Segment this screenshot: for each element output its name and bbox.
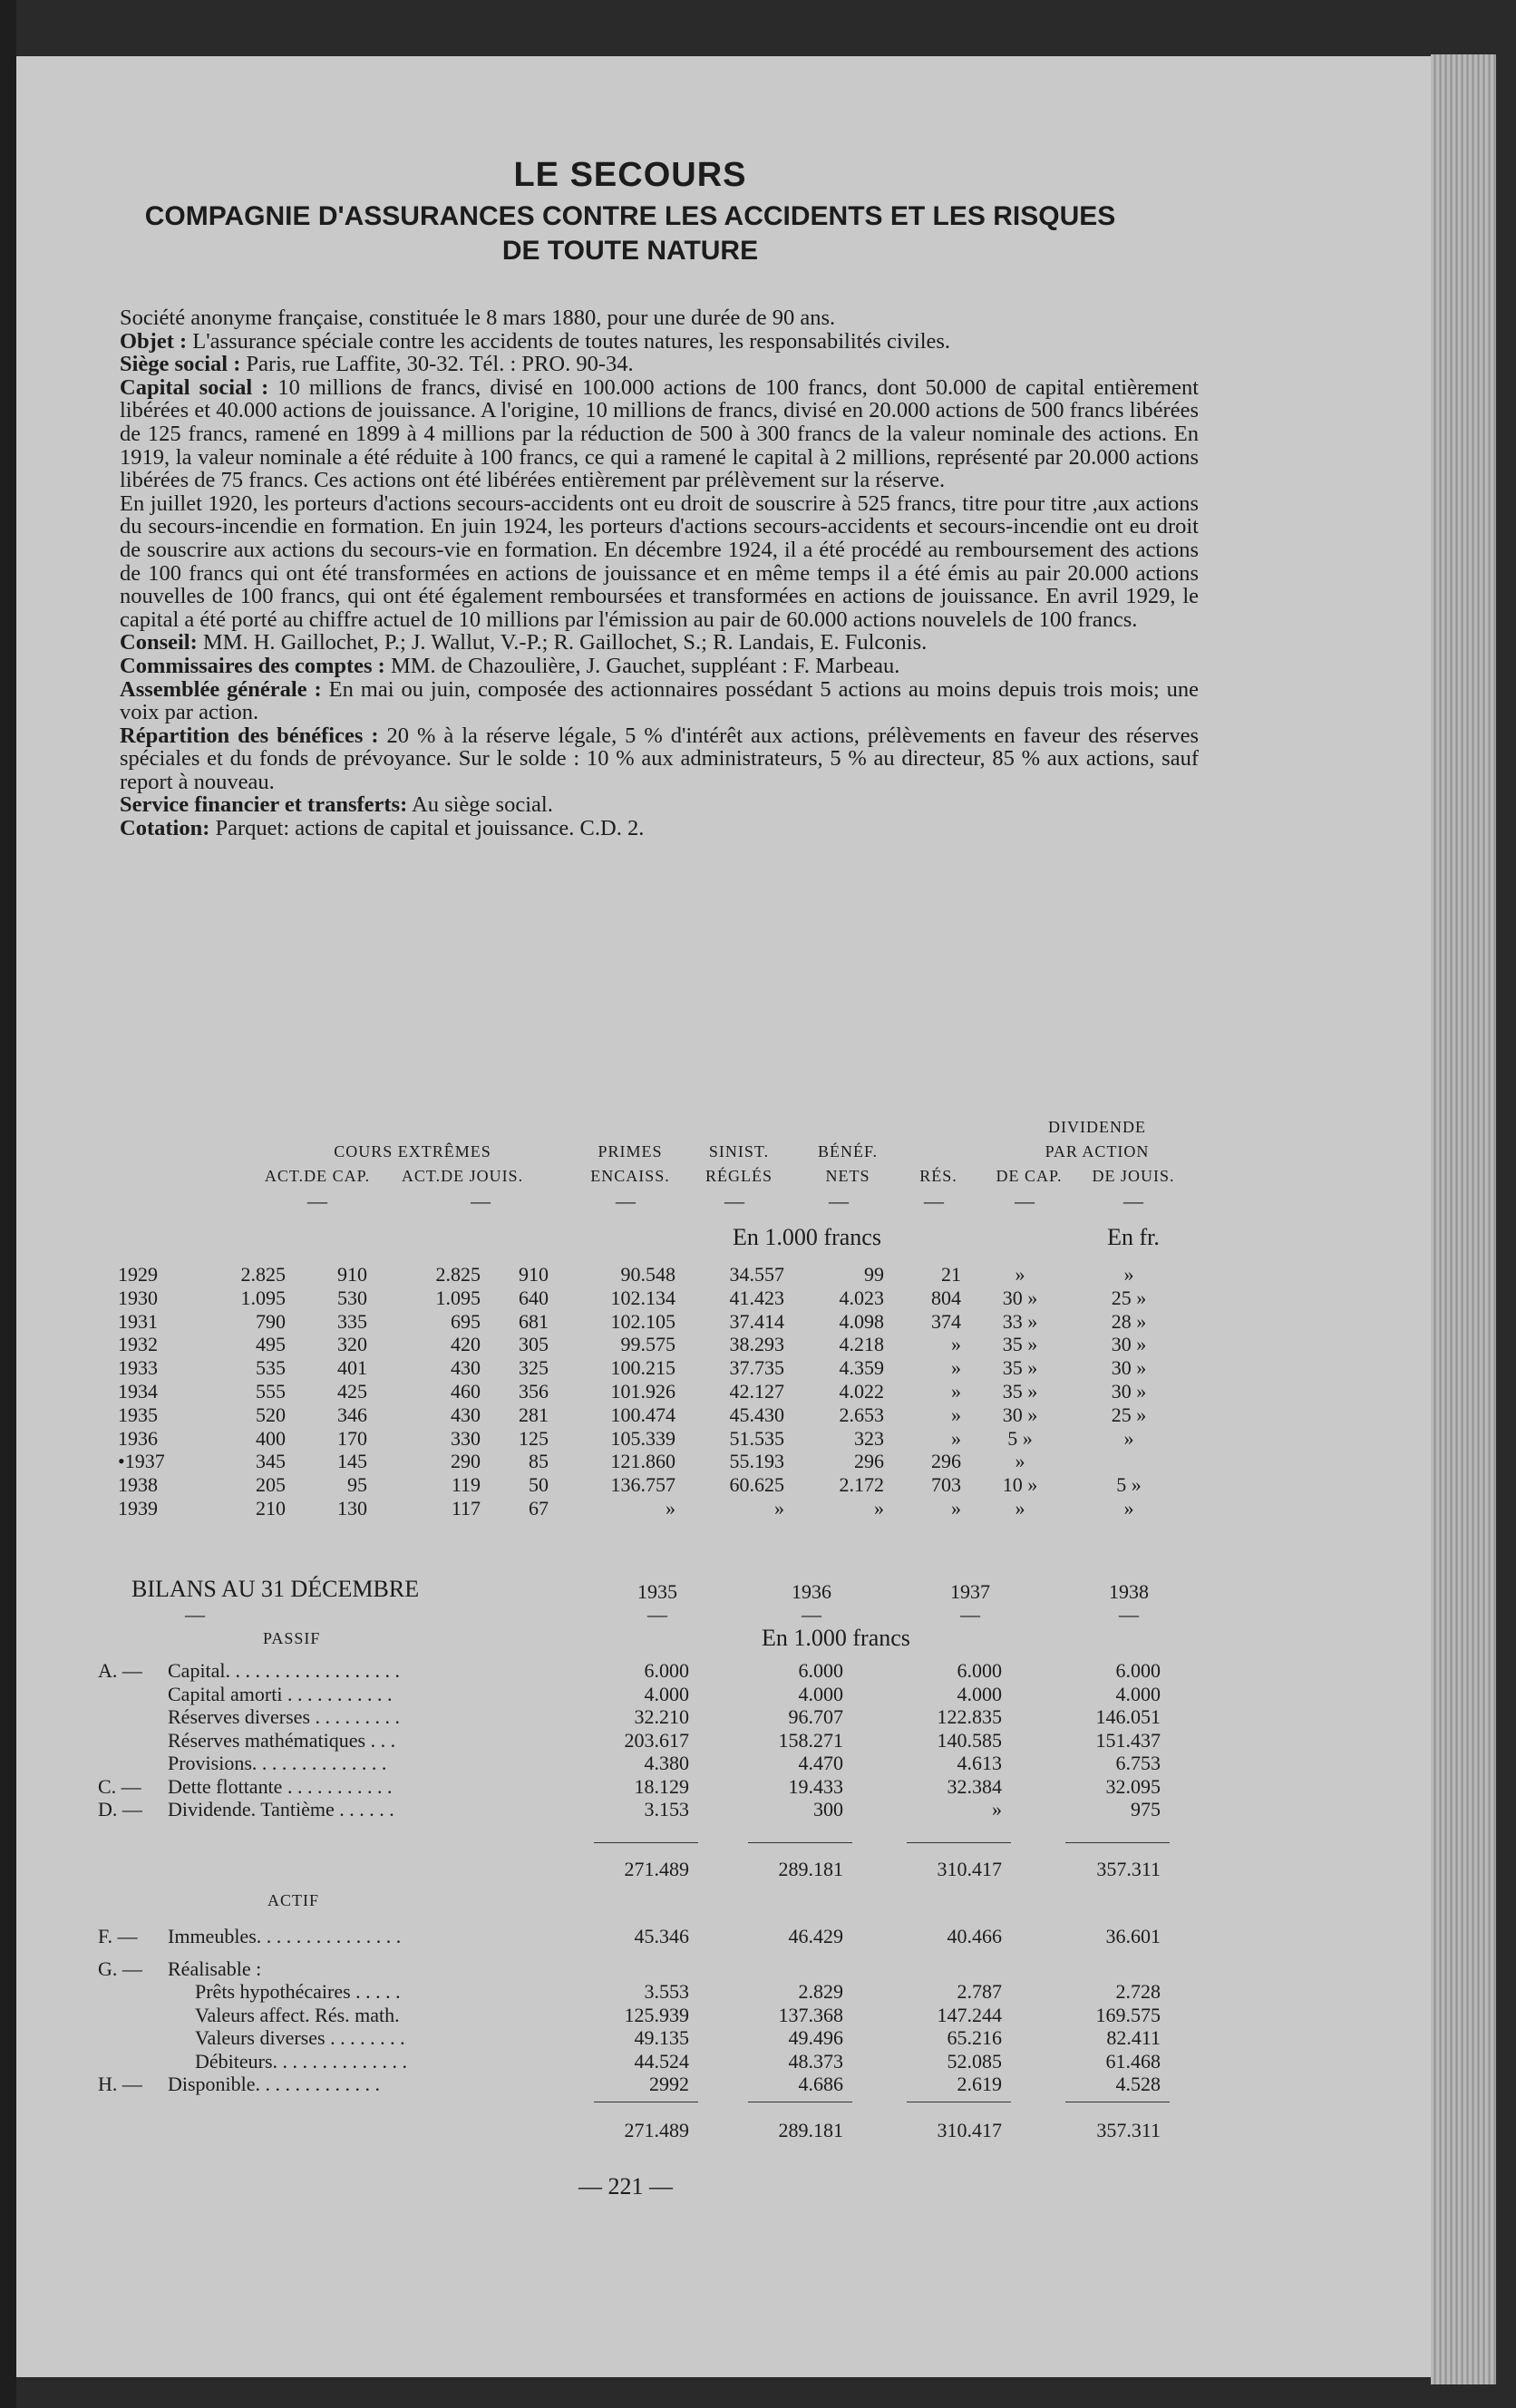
column-dash: — [647,1603,667,1626]
balance-value: 4.000 [957,1682,1002,1705]
page-title: LE SECOURS [513,156,747,194]
stats-cell-benef: 99 [864,1263,884,1286]
balance-value: 46.429 [788,1925,843,1947]
stats-cell-res: » [951,1426,961,1450]
paragraph-label: Service financier et transferts: [120,792,408,818]
stats-cell-c1: 345 [256,1450,286,1473]
row-label: Immeubles. . . . . . . . . . . . . . . [168,1925,402,1947]
balance-value: 45.346 [634,1925,689,1947]
balance-value: 146.051 [1095,1705,1161,1728]
stats-cell-djouis: 5 » [1116,1473,1142,1497]
stats-cell-c2: 130 [337,1497,367,1520]
balance-value: 6.000 [957,1659,1002,1682]
stats-cell-j1: 460 [451,1380,481,1403]
stats-cell-primes: 99.575 [620,1333,675,1356]
paragraph-text: En juillet 1920, les porteurs d'actions secours-accidents ont eu droit de souscrire à 525 francs, titre pour titre ,aux actions du secours-incendie en formation. En juin 1924, les porteurs d'actions secours-accidents et secours-incendie ont eu droit de souscrire aux actions du secours-vie en formation. En décembre 1924, il a été procédé au remboursement des actions de 100 francs qui ont été transformées en actions de jouissance et en même temps il a été émis au pair 20.000 actions nouvelles de 100 francs, qui ont été également remboursées et transformées en actions de jouissance. En avril 1929, le capital a été porté au chiffre actuel de 10 millions par l'émission au pair de 60.000 actions nouvelels de 100 francs. [120,490,1199,632]
header-cours: COURS EXTRÊMES [334,1142,491,1160]
passif-total: 271.489 [624,1858,689,1880]
column-dash: — [924,1189,944,1212]
balance-value: 32.384 [947,1774,1002,1798]
stats-cell-res: 703 [931,1473,961,1497]
paragraph [120,306,1199,330]
stats-cell-year: 1931 [118,1309,158,1333]
page-edges [1431,54,1496,2384]
paragraph-text: En mai ou juin, composée des actionnaires possédant 5 actions au moins depuis trois mois; une voix par action. [120,676,1199,725]
balance-value: 2992 [649,2073,689,2095]
header-act-cap: ACT.DE CAP. [264,1167,371,1185]
stats-cell-c2: 335 [337,1309,367,1333]
stats-cell-primes: 102.105 [610,1309,675,1333]
header-primes: PRIMES [598,1142,663,1160]
stats-cell-djouis: 28 » [1111,1309,1147,1333]
stats-cell-j1: 119 [451,1473,481,1497]
stats-cell-benef: 4.023 [839,1286,884,1309]
stats-cell-dcap: 10 » [1002,1473,1038,1497]
balance-value: 6.000 [1115,1659,1161,1682]
stats-cell-sinist: 41.423 [729,1286,784,1309]
passif-total: 357.311 [1096,1858,1161,1880]
balance-value: 122.835 [937,1705,1002,1728]
row-prefix: G. — [98,1956,142,1980]
balance-value: 96.707 [788,1705,843,1728]
stats-cell-primes: 90.548 [620,1263,675,1286]
paragraph-label: Conseil: [120,630,198,655]
stats-cell-dcap: 30 » [1002,1403,1038,1426]
stats-cell-year: •1937 [118,1450,165,1473]
stats-cell-j1: 117 [451,1497,481,1520]
paragraph-text: Parquet: actions de capital et jouissance. C.D. 2. [209,816,645,841]
paragraph-text: 20 % à la réserve légale, 5 % d'intérêt aux actions, prélèvements en faveur des réserves spéciales et du fonds de prévoyance. Sur le solde : 10 % aux administrateurs, 5 % au directeur, 85 % aux actions, sauf report à nouveau. [120,723,1199,794]
balance-unit: En 1.000 francs [762,1625,910,1651]
stats-cell-j2: 305 [519,1333,549,1356]
paragraph-label: Commissaires des comptes : [120,653,385,678]
row-label: Capital. . . . . . . . . . . . . . . . . . [168,1659,401,1682]
balance-value: 4.686 [798,2073,843,2095]
stats-cell-dcap: 35 » [1002,1356,1038,1380]
stats-cell-year: 1933 [118,1356,158,1380]
stats-cell-sinist: 60.625 [729,1473,784,1497]
stats-cell-res: 296 [931,1450,961,1473]
paragraph-label: Siège social : [120,352,241,377]
balance-value: 19.433 [788,1774,843,1798]
row-label: Dividende. Tantième . . . . . . [168,1798,394,1821]
stats-cell-djouis: 25 » [1111,1286,1147,1309]
balance-value: 2.619 [957,2073,1002,2095]
stats-cell-c1: 555 [256,1380,286,1403]
stats-cell-sinist: 38.293 [729,1333,784,1356]
paragraph [120,793,1199,817]
stats-cell-c1: 400 [256,1426,286,1450]
stats-cell-benef: 4.359 [839,1356,884,1380]
balance-value: 49.135 [634,2026,689,2049]
stats-cell-j1: 695 [451,1309,481,1333]
balance-value: 82.411 [1106,2026,1161,2049]
balance-value: 4.528 [1115,2073,1161,2095]
balance-value: 4.380 [644,1752,689,1774]
balance-value: 61.468 [1105,2049,1161,2073]
balance-value: 52.085 [947,2049,1002,2073]
column-dash: — [960,1603,980,1626]
column-dash: — [1123,1189,1143,1212]
stats-cell-j2: 67 [529,1497,549,1520]
balance-value: 137.368 [778,2003,843,2026]
balance-value: 203.617 [624,1728,689,1752]
paragraph-label: Objet : [120,328,188,354]
stats-cell-j2: 910 [519,1263,549,1286]
stats-cell-c2: 346 [337,1403,367,1426]
row-label: Dette flottante . . . . . . . . . . . [168,1774,393,1798]
balance-value: 2.728 [1115,1980,1161,2003]
row-prefix: A. — [98,1659,142,1682]
balance-value: 44.524 [634,2049,689,2073]
header-de-cap: DE CAP. [996,1167,1063,1185]
balance-value: 40.466 [947,1925,1002,1947]
paragraph [120,376,1199,492]
column-dash: — [471,1189,491,1212]
column-dash: — [1015,1189,1035,1212]
stats-cell-primes: 100.474 [610,1403,675,1426]
stats-cell-dcap: 30 » [1002,1286,1038,1309]
stats-cell-dcap: 33 » [1002,1309,1038,1333]
actif-total: 271.489 [624,2119,689,2141]
stats-cell-res: 804 [931,1286,961,1309]
page-number: — 221 — [578,2173,673,2199]
stats-cell-sinist: 37.414 [729,1309,784,1333]
header-dividende: DIVIDENDE [1048,1118,1146,1136]
balance-value: 4.000 [798,1682,843,1705]
row-label: Valeurs affect. Rés. math. [195,2003,400,2026]
stats-cell-j2: 640 [519,1286,549,1309]
header-act-jouis: ACT.DE JOUIS. [401,1167,524,1185]
stats-cell-res: 374 [931,1309,961,1333]
stats-cell-djouis: » [1123,1497,1134,1520]
header-de-jouis: DE JOUIS. [1092,1167,1175,1185]
stats-cell-res: 21 [941,1263,961,1286]
stats-cell-j2: 85 [529,1450,549,1473]
paragraph [120,353,1199,376]
stats-cell-benef: 2.172 [839,1473,884,1497]
stats-cell-c1: 205 [256,1473,286,1497]
header-res: RÉS. [919,1167,957,1185]
column-dash: — [307,1189,327,1212]
sum-rule [907,1842,1011,1843]
stats-cell-j2: 125 [519,1426,549,1450]
unit-francs: En fr. [1107,1224,1160,1250]
balance-value: 65.216 [947,2026,1002,2049]
stats-cell-j2: 356 [519,1380,549,1403]
actif-total: 289.181 [778,2119,843,2141]
stats-cell-j1: 330 [451,1426,481,1450]
column-dash: — [802,1603,821,1626]
stats-cell-year: 1929 [118,1263,158,1286]
header-benef: BÉNÉF. [817,1142,879,1160]
stats-cell-sinist: » [774,1497,784,1520]
unit-thousands: En 1.000 francs [733,1224,881,1250]
row-label: Provisions. . . . . . . . . . . . . . [168,1752,387,1774]
stats-cell-dcap: 35 » [1002,1333,1038,1356]
actif-total: 357.311 [1096,2119,1161,2141]
paragraph [120,631,1199,655]
stats-cell-primes: 105.339 [610,1426,675,1450]
header-regles: RÉGLÉS [705,1167,773,1185]
balance-year: 1936 [792,1580,831,1603]
stats-cell-j1: 430 [451,1403,481,1426]
stats-cell-j1: 2.825 [435,1263,481,1286]
stats-cell-primes: 102.134 [610,1286,675,1309]
paragraph-text: Au siège social. [407,792,553,818]
sum-rule [748,1842,852,1843]
stats-cell-primes: 101.926 [610,1380,675,1403]
stats-cell-res: » [951,1497,961,1520]
stats-cell-j1: 420 [451,1333,481,1356]
balance-title: BILANS AU 31 DÉCEMBRE [131,1576,420,1602]
column-dash: — [616,1189,636,1212]
stats-cell-res: » [951,1356,961,1380]
stats-cell-c2: 910 [337,1263,367,1286]
header-encaiss: ENCAISS. [590,1167,670,1185]
paragraph-text: L'assurance spéciale contre les accidents de toutes natures, les responsabilités civiles. [187,328,951,354]
stats-cell-dcap: » [1015,1450,1025,1473]
balance-value: 147.244 [937,2003,1002,2026]
balance-value: 158.271 [778,1728,843,1752]
stats-cell-djouis: 30 » [1111,1380,1147,1403]
stats-cell-res: » [951,1333,961,1356]
paragraph-label: Assemblée générale : [120,676,322,702]
row-label: Débiteurs. . . . . . . . . . . . . . [195,2049,408,2073]
paragraph [120,492,1199,632]
row-label: Valeurs diverses . . . . . . . . [195,2026,405,2049]
row-prefix: C. — [98,1774,141,1798]
actif-title: ACTIF [267,1891,320,1909]
balance-value: 300 [813,1798,843,1821]
stats-cell-benef: 323 [854,1426,884,1450]
stats-cell-year: 1936 [118,1426,158,1450]
header-par-action: PAR ACTION [1045,1142,1150,1160]
balance-value: 32.095 [1105,1774,1161,1798]
row-prefix: F. — [98,1925,138,1947]
column-dash: — [185,1603,205,1626]
stats-cell-dcap: 35 » [1002,1380,1038,1403]
stats-cell-c1: 520 [256,1403,286,1426]
balance-value: 140.585 [937,1728,1002,1752]
stats-cell-res: » [951,1380,961,1403]
stats-cell-djouis: 25 » [1111,1403,1147,1426]
row-label: Réalisable : [168,1956,262,1980]
stats-cell-c1: 495 [256,1333,286,1356]
stats-cell-djouis: » [1123,1263,1134,1286]
stats-cell-year: 1934 [118,1380,158,1403]
stats-cell-primes: 100.215 [610,1356,675,1380]
passif-total: 289.181 [778,1858,843,1880]
paragraph [120,330,1199,354]
stats-cell-benef: 4.098 [839,1309,884,1333]
stats-cell-res: » [951,1403,961,1426]
row-prefix: D. — [98,1798,142,1821]
stats-cell-j2: 50 [529,1473,549,1497]
stats-cell-year: 1930 [118,1286,158,1309]
stats-cell-c1: 1.095 [240,1286,286,1309]
balance-value: 48.373 [788,2049,843,2073]
balance-value: 4.000 [1115,1682,1161,1705]
row-label: Disponible. . . . . . . . . . . . . [168,2073,381,2095]
stats-cell-benef: 4.218 [839,1333,884,1356]
sum-rule [1065,1842,1170,1843]
balance-value: 151.437 [1095,1728,1161,1752]
column-dash: — [724,1189,744,1212]
paragraph-text: MM. H. Gaillochet, P.; J. Wallut, V.-P.; R. Gaillochet, S.; R. Landais, E. Fulconis. [197,630,928,655]
company-description [120,306,1199,840]
stats-cell-j2: 325 [519,1356,549,1380]
row-label: Réserves diverses . . . . . . . . . [168,1705,401,1728]
balance-value: 49.496 [788,2026,843,2049]
paragraph [120,817,1199,840]
balance-year: 1937 [950,1580,990,1603]
row-prefix: H. — [98,2073,142,2095]
stats-cell-c1: 790 [256,1309,286,1333]
paragraph-label: Capital social : [120,374,269,400]
header-sinist: SINIST. [708,1142,770,1160]
stats-cell-j1: 430 [451,1356,481,1380]
stats-cell-year: 1938 [118,1473,158,1497]
subtitle-line-1: COMPAGNIE D'ASSURANCES CONTRE LES ACCIDENTS ET LES RISQUES [144,201,1116,231]
balance-value: 6.753 [1115,1752,1161,1774]
paragraph-label: Cotation: [120,816,210,841]
stats-cell-c2: 401 [337,1356,367,1380]
stats-cell-djouis: 30 » [1111,1333,1147,1356]
row-label: Capital amorti . . . . . . . . . . . [168,1682,393,1705]
balance-value: 18.129 [634,1774,689,1798]
stats-cell-sinist: 51.535 [729,1426,784,1450]
paragraph-text: MM. de Chazoulière, J. Gauchet, suppléant : F. Marbeau. [384,653,900,678]
balance-year: 1938 [1109,1580,1149,1603]
stats-cell-sinist: 34.557 [729,1263,784,1286]
balance-value: 975 [1131,1798,1161,1821]
paragraph [120,678,1199,724]
stats-cell-year: 1939 [118,1497,158,1520]
stats-cell-c2: 425 [337,1380,367,1403]
stats-cell-c2: 95 [347,1473,367,1497]
stats-cell-sinist: 55.193 [729,1450,784,1473]
stats-cell-c2: 145 [337,1450,367,1473]
stats-cell-primes: 136.757 [610,1473,675,1497]
actif-total: 310.417 [937,2119,1002,2141]
paragraph-label: Répartition des bénéfices : [120,723,379,748]
stats-cell-primes: » [666,1497,675,1520]
stats-cell-dcap: » [1015,1263,1025,1286]
balance-year: 1935 [637,1580,677,1603]
passif-title: PASSIF [263,1629,321,1647]
book-spine [0,0,16,2408]
stats-cell-sinist: 42.127 [729,1380,784,1403]
balance-value: 169.575 [1095,2003,1161,2026]
stats-cell-benef: 296 [854,1450,884,1473]
balance-value: 3.553 [644,1980,689,2003]
stats-cell-j1: 1.095 [435,1286,481,1309]
stats-cell-c1: 210 [256,1497,286,1520]
stats-cell-c1: 2.825 [240,1263,286,1286]
balance-value: 6.000 [798,1659,843,1682]
stats-cell-benef: » [874,1497,884,1520]
row-label: Prêts hypothécaires . . . . . [195,1980,401,2003]
balance-value: 36.601 [1105,1925,1161,1947]
paragraph [120,724,1199,794]
balance-value: 2.829 [798,1980,843,2003]
stats-cell-c1: 535 [256,1356,286,1380]
stats-cell-benef: 4.022 [839,1380,884,1403]
subtitle-line-2: DE TOUTE NATURE [501,236,759,266]
paragraph-text: 10 millions de francs, divisé en 100.000 actions de 100 francs, dont 50.000 de capital entièrement libérées et 40.000 actions de jouissance. A l'origine, 10 millions de francs, divisé en 20.000 actions de 500 francs libérées de 125 francs, ramené en 1899 à 4 millions par la réduction de 500 à 300 francs de la valeur nominale des actions. En 1919, la valeur nominale a été réduite à 100 francs, ce qui a ramené le capital à 2 millions, représenté par 20.000 actions libérées de 75 francs. Ces actions ont été libérées entièrement par prélèvement sur la réserve. [120,374,1199,493]
stats-cell-djouis: 30 » [1111,1356,1147,1380]
stats-cell-benef: 2.653 [839,1403,884,1426]
stats-cell-j2: 281 [519,1403,549,1426]
paragraph [120,655,1199,678]
balance-value: » [992,1798,1002,1821]
stats-cell-dcap: 5 » [1007,1426,1033,1450]
stats-cell-year: 1935 [118,1403,158,1426]
header-nets: NETS [825,1167,870,1185]
balance-value: 6.000 [644,1659,689,1682]
stats-cell-sinist: 45.430 [729,1403,784,1426]
stats-cell-year: 1932 [118,1333,158,1356]
passif-total: 310.417 [937,1858,1002,1880]
sum-rule [594,1842,698,1843]
stats-cell-c2: 170 [337,1426,367,1450]
balance-value: 4.470 [798,1752,843,1774]
stats-cell-dcap: » [1015,1497,1025,1520]
stats-cell-djouis: » [1123,1426,1134,1450]
balance-value: 3.153 [644,1798,689,1821]
paragraph-text: Société anonyme française, constituée le 8 mars 1880, pour une durée de 90 ans. [120,306,836,330]
stats-cell-primes: 121.860 [610,1450,675,1473]
balance-value: 4.000 [644,1682,689,1705]
balance-value: 4.613 [957,1752,1002,1774]
stats-cell-c2: 320 [337,1333,367,1356]
row-label: Réserves mathématiques . . . [168,1728,396,1752]
stats-cell-j2: 681 [519,1309,549,1333]
stats-cell-sinist: 37.735 [729,1356,784,1380]
column-dash: — [1119,1603,1139,1626]
balance-value: 125.939 [624,2003,689,2026]
paragraph-text: Paris, rue Laffite, 30-32. Tél. : PRO. 90-34. [240,352,634,377]
balance-value: 32.210 [634,1705,689,1728]
balance-value: 2.787 [957,1980,1002,2003]
stats-cell-c2: 530 [337,1286,367,1309]
column-dash: — [829,1189,849,1212]
stats-cell-j1: 290 [451,1450,481,1473]
